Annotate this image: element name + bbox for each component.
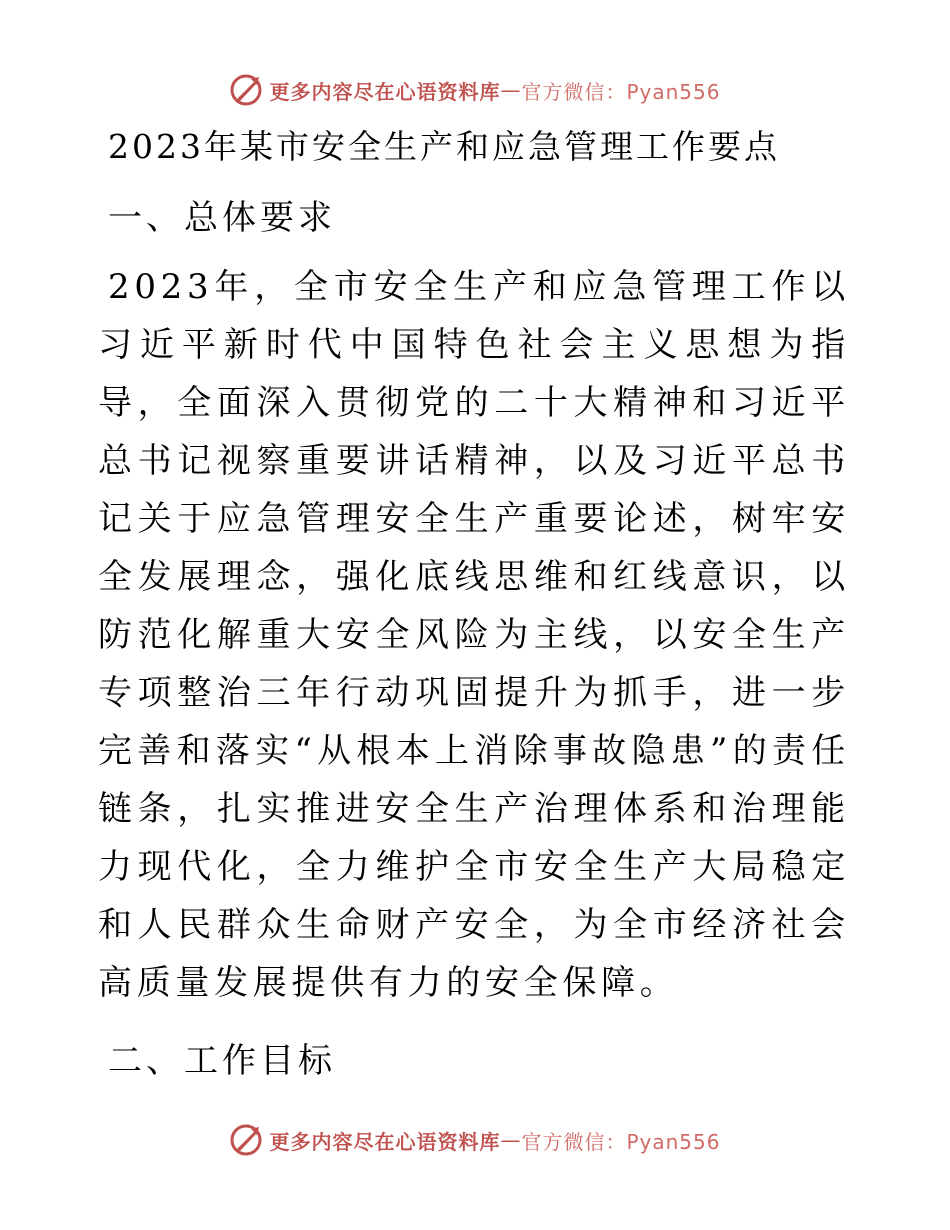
watermark-contact: 官方微信：Pyan556 (521, 79, 721, 104)
watermark-separator: — (500, 1128, 522, 1152)
header-watermark (0, 70, 950, 110)
watermark-separator: — (500, 78, 522, 102)
quill-pen-circle-icon (229, 73, 263, 107)
section-heading-general-requirements: 一、总体要求 (108, 198, 336, 238)
watermark-brand: 更多内容尽在心语资料库 (269, 79, 501, 104)
watermark-contact: 官方微信：Pyan556 (521, 1129, 721, 1154)
section-heading-work-goals: 二、工作目标 (108, 1041, 336, 1081)
quill-pen-circle-icon (229, 1123, 263, 1157)
watermark-brand: 更多内容尽在心语资料库 (269, 1129, 501, 1154)
document-title: 2023年某市安全生产和应急管理工作要点 (108, 127, 780, 166)
document-body (98, 118, 850, 1090)
footer-watermark (0, 1120, 950, 1160)
section-paragraph-general-requirements: 2023年，全市安全生产和应急管理工作以习近平新时代中国特色社会主义思想为指导，全面深入贯彻党的二十大精神和习近平总书记视察重要讲话精神，以及习近平总书记关于应急管理安全生产重要论述，树牢安全发展理念，强化底线思维和红线意识，以防范化解重大安全风险为主线，以安全生产专项整治三年行动巩固提升为抓手，进一步完善和落实“从根本上消除事故隐患”的责任链条，扎实推进安全生产治理体系和治理能力现代化，全力维护全市安全生产大局稳定和人民群众生命财产安全，为全市经济社会高质量发展提供有力的安全保障。 (98, 267, 850, 1003)
